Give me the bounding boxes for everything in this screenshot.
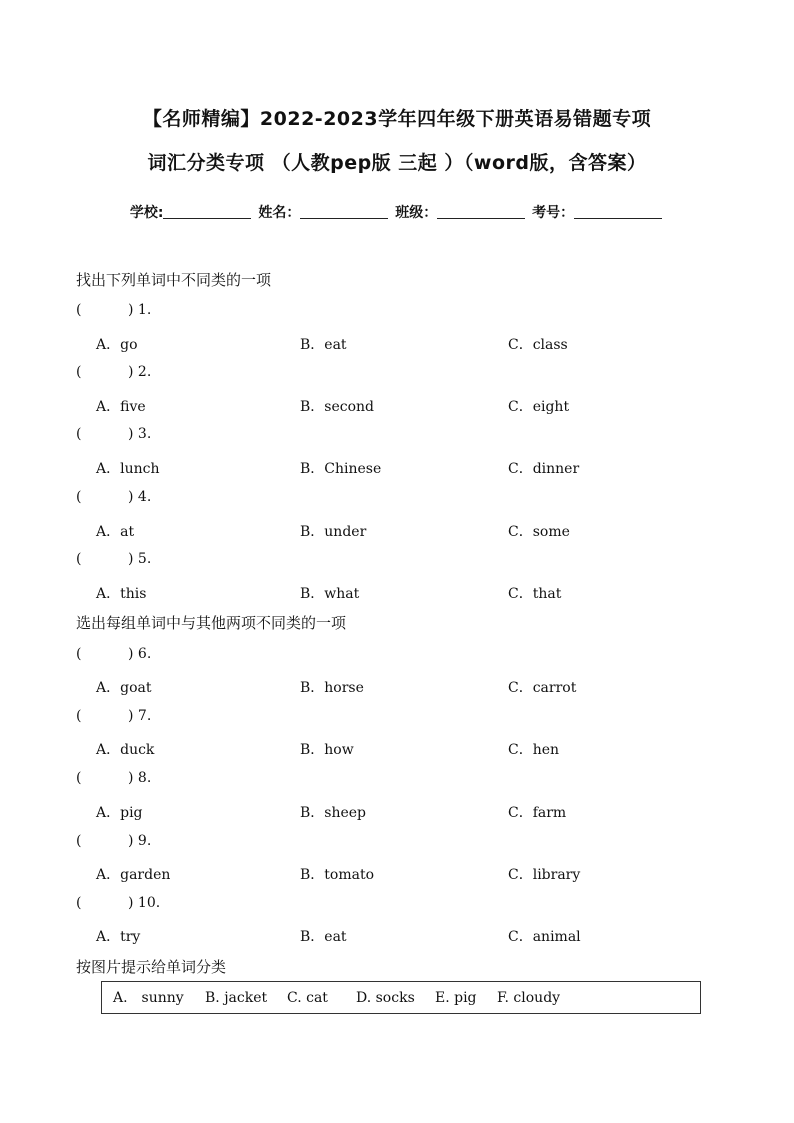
question-line-5 xyxy=(76,551,151,567)
option-c: C．eight xyxy=(508,399,570,415)
option-b: B．how xyxy=(300,742,354,758)
option-b: B．eat xyxy=(300,337,347,353)
class-blank[interactable] xyxy=(437,204,525,219)
answer-paren[interactable]: ( xyxy=(76,489,82,505)
section-heading-2: 选出每组单词中与其他两项不同类的一项 xyxy=(76,614,347,632)
option-c: C．farm xyxy=(508,805,567,821)
question-number: ) 5. xyxy=(128,551,152,567)
option-c: C．carrot xyxy=(508,680,577,696)
option-a: A．this xyxy=(96,586,147,602)
option-a: A．pig xyxy=(96,805,143,821)
option-c: C．that xyxy=(508,586,562,602)
option-a: A．goat xyxy=(96,680,152,696)
option-a: A．lunch xyxy=(96,461,160,477)
option-a: A．garden xyxy=(96,867,171,883)
question-number: ) 2. xyxy=(128,364,152,380)
option-b: B．sheep xyxy=(300,805,367,821)
question-line-4 xyxy=(76,489,151,505)
name-blank[interactable] xyxy=(300,204,388,219)
word-bank-box xyxy=(101,981,701,1014)
option-a: A．go xyxy=(96,337,138,353)
question-line-3 xyxy=(76,426,151,442)
answer-paren[interactable]: ( xyxy=(76,770,82,786)
option-c: C．some xyxy=(508,524,570,540)
school-label: 学校: xyxy=(129,205,164,221)
answer-paren[interactable]: ( xyxy=(76,302,82,318)
name-label: 姓名： xyxy=(258,205,301,221)
answer-paren[interactable]: ( xyxy=(76,646,82,662)
option-b: B．tomato xyxy=(300,867,375,883)
option-c: C．class xyxy=(508,337,568,353)
exam-no-label: 考号： xyxy=(532,205,575,221)
question-number: ) 9. xyxy=(128,833,152,849)
question-line-7 xyxy=(76,708,151,724)
question-line-1 xyxy=(76,302,151,318)
exam-no-blank[interactable] xyxy=(574,204,662,219)
word-bank-item: E. pig xyxy=(435,990,477,1006)
option-b: B．second xyxy=(300,399,375,415)
page-title-line1: 【名师精编】2022-2023学年四年级下册英语易错题专项 xyxy=(142,108,652,130)
question-number: ) 7. xyxy=(128,708,152,724)
word-bank-item: C. cat xyxy=(287,990,328,1006)
option-a: A．duck xyxy=(96,742,155,758)
question-number: ) 8. xyxy=(128,770,152,786)
question-line-10 xyxy=(76,895,160,911)
answer-paren[interactable]: ( xyxy=(76,833,82,849)
class-label: 班级： xyxy=(395,205,438,221)
question-line-6 xyxy=(76,646,151,662)
question-number: ) 6. xyxy=(128,646,152,662)
question-line-2 xyxy=(76,364,151,380)
question-line-8 xyxy=(76,770,151,786)
question-number: ) 3. xyxy=(128,426,152,442)
answer-paren[interactable]: ( xyxy=(76,708,82,724)
word-bank-item: F. cloudy xyxy=(497,990,561,1006)
option-c: C．animal xyxy=(508,929,581,945)
word-bank-item: A. sunny xyxy=(113,990,184,1006)
student-info-row xyxy=(0,202,794,222)
answer-paren[interactable]: ( xyxy=(76,551,82,567)
answer-paren[interactable]: ( xyxy=(76,895,82,911)
option-b: B．horse xyxy=(300,680,364,696)
word-bank-item: D. socks xyxy=(356,990,415,1006)
option-b: B．Chinese xyxy=(300,461,382,477)
option-a: A．at xyxy=(96,524,135,540)
option-c: C．library xyxy=(508,867,581,883)
question-number: ) 10. xyxy=(128,895,161,911)
question-line-9 xyxy=(76,833,151,849)
option-b: B．eat xyxy=(300,929,347,945)
page-title-line2: 词汇分类专项 （人教pep版 三起 ）（word版，含答案） xyxy=(147,152,647,174)
answer-paren[interactable]: ( xyxy=(76,364,82,380)
question-number: ) 4. xyxy=(128,489,152,505)
option-a: A．try xyxy=(96,929,141,945)
option-b: B．under xyxy=(300,524,367,540)
answer-paren[interactable]: ( xyxy=(76,426,82,442)
option-a: A．five xyxy=(96,399,146,415)
question-number: ) 1. xyxy=(128,302,152,318)
school-blank[interactable] xyxy=(163,204,251,219)
option-b: B．what xyxy=(300,586,360,602)
option-c: C．hen xyxy=(508,742,560,758)
word-bank-item: B. jacket xyxy=(205,990,268,1006)
section-heading-1: 找出下列单词中不同类的一项 xyxy=(76,271,272,289)
option-c: C．dinner xyxy=(508,461,580,477)
section-heading-3: 按图片提示给单词分类 xyxy=(76,958,227,976)
